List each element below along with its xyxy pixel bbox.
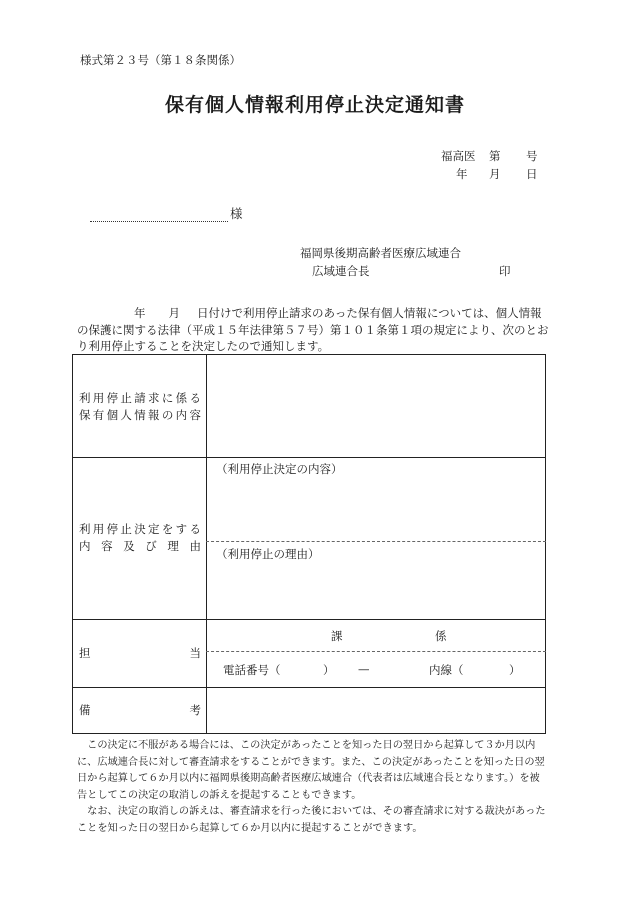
decision-content-heading: （利用停止決定の内容） bbox=[216, 462, 343, 476]
intro-body: 日付けで利用停止請求のあった保有個人情報については、個人情報の保護に関する法律（平成１５年法律第５７号）第１０１条第１項の規定により、次のとおり利用停止することを決定したので通知します。 bbox=[77, 306, 549, 353]
label-requested-info: 利用停止請求に係る 保有個人情報の内容 bbox=[79, 391, 201, 422]
extension-label: 内線（ bbox=[429, 663, 464, 677]
issuer-organization: 福岡県後期高齢者医療広域連合 bbox=[300, 246, 461, 260]
row-divider-3 bbox=[73, 687, 545, 688]
addressee-line bbox=[90, 213, 228, 222]
notes-paragraph-1: この決定に不服がある場合には、この決定があったことを知った日の翌日から起算して３か月以内に、広域連合長に対して審査請求をすることができます。また、この決定があったことを知った日の翌日から起算して６か月以内に福岡県後期高齢者医療広域連合（代表者は広域連合長となります。）を被告としてこの決定の取消しの訴えを提起することもできます。 bbox=[77, 740, 545, 801]
extension-close: ） bbox=[509, 663, 521, 677]
ref-go: 号 bbox=[526, 149, 538, 163]
phone-dash: — bbox=[358, 662, 370, 676]
intro-year: 年 bbox=[134, 306, 146, 320]
date-year: 年 bbox=[456, 167, 468, 181]
addressee-honorific: 様 bbox=[230, 206, 243, 221]
row-divider-2 bbox=[73, 619, 545, 620]
document-title: 保有個人情報利用停止決定通知書 bbox=[164, 94, 465, 116]
label-contact: 担 当 bbox=[79, 646, 201, 660]
issuer-seal: 印 bbox=[499, 264, 511, 278]
phone-close: ） bbox=[323, 663, 335, 677]
label-remarks: 備 考 bbox=[79, 703, 201, 717]
ref-dai: 第 bbox=[489, 149, 501, 163]
date-day: 日 bbox=[526, 167, 538, 181]
contact-section: 課 bbox=[331, 629, 343, 643]
phone-label: 電話番号（ bbox=[223, 663, 281, 677]
date-month: 月 bbox=[489, 167, 501, 181]
row-divider-dashed-2 bbox=[206, 651, 546, 652]
label-decision-reason: 利用停止決定をする 内容及び理由 bbox=[79, 522, 201, 553]
intro-month: 月 bbox=[168, 306, 180, 320]
row-divider-1 bbox=[73, 457, 545, 458]
notes-paragraph-2: なお、決定の取消しの訴えは、審査請求を行った後においては、その審査請求に対する裁決があったことを知った日の翌日から起算して６か月以内に提起することができます。 bbox=[77, 806, 546, 834]
form-number: 様式第２３号（第１８条関係） bbox=[80, 53, 241, 67]
decision-table bbox=[72, 354, 546, 734]
row-divider-dashed bbox=[206, 541, 546, 542]
decision-reason-heading: （利用停止の理由） bbox=[216, 547, 320, 561]
contact-subsection: 係 bbox=[435, 629, 447, 643]
issuer-position: 広域連合長 bbox=[312, 264, 370, 278]
intro-paragraph bbox=[77, 305, 549, 355]
table-column-divider bbox=[206, 355, 207, 733]
ref-doc-prefix: 福高医 bbox=[441, 149, 476, 163]
